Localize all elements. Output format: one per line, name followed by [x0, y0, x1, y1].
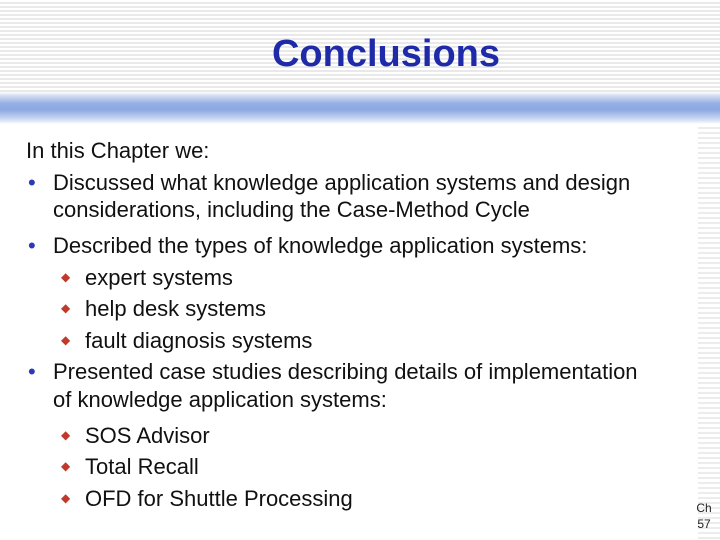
- bullet-item: [26, 167, 706, 199]
- bullet-item: [26, 356, 706, 388]
- sub-bullet-text: OFD for Shuttle Processing: [85, 485, 353, 511]
- diamond-bullet-icon: ◆: [61, 427, 71, 442]
- sub-bullet-item: [26, 293, 706, 325]
- sub-bullet-text: Total Recall: [85, 454, 199, 479]
- footer-page-number: 57: [697, 517, 711, 531]
- sub-bullet-text: SOS Advisor: [85, 422, 210, 448]
- sub-bullet-text: expert systems: [85, 264, 233, 290]
- diamond-bullet-icon: ◆: [61, 269, 71, 284]
- title-divider: [0, 92, 720, 124]
- diamond-bullet-icon: ◆: [61, 301, 71, 315]
- slide-body: [26, 135, 706, 514]
- diamond-bullet-icon: ◆: [61, 459, 71, 473]
- bullet-dot-icon: •: [28, 359, 36, 384]
- bullet-dot-icon: •: [28, 233, 36, 258]
- sub-bullet-item: [26, 483, 706, 515]
- bullet-continuation: considerations, including the Case-Method Cycle: [53, 197, 530, 222]
- bullet-text: Presented case studies describing details of implementation: [53, 359, 638, 384]
- sub-bullet-text: fault diagnosis systems: [85, 327, 313, 353]
- bullet-text: Described the types of knowledge application systems:: [53, 233, 588, 258]
- intro-text: In this Chapter we:: [26, 138, 210, 163]
- bullet-item: [26, 230, 706, 262]
- bullet-continuation: of knowledge application systems:: [53, 386, 387, 412]
- footer-chapter: Ch: [696, 501, 712, 515]
- slide-title: Conclusions: [271, 33, 501, 75]
- sub-bullet-item: [26, 420, 706, 452]
- diamond-bullet-icon: ◆: [61, 332, 71, 347]
- sub-bullet-text: help desk systems: [85, 296, 266, 321]
- sub-bullet-item: [26, 262, 706, 294]
- bullet-dot-icon: •: [28, 169, 36, 195]
- sub-bullet-item: [26, 325, 706, 357]
- diamond-bullet-icon: ◆: [61, 490, 71, 505]
- bullet-text: Discussed what knowledge application systems and design: [53, 169, 631, 195]
- sub-bullet-item: [26, 451, 706, 483]
- slide-footer: [690, 500, 718, 532]
